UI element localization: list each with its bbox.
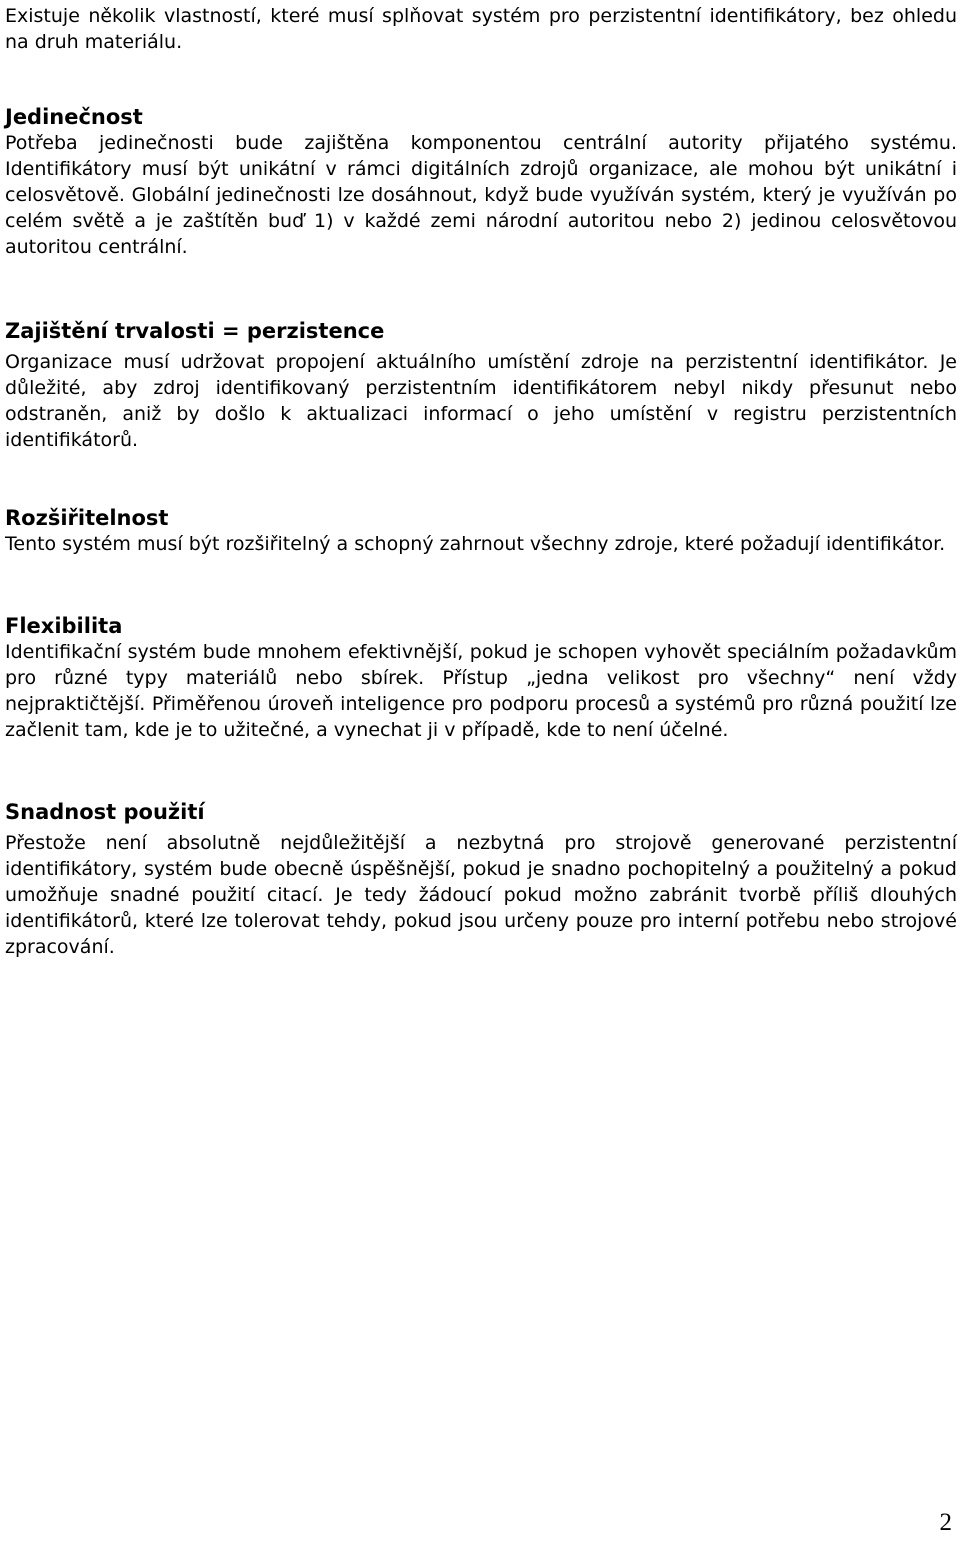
heading-ease-of-use: Snadnost použití — [5, 800, 205, 824]
heading-extensibility: Rozšiřitelnost — [5, 506, 169, 530]
heading-flexibility: Flexibilita — [5, 614, 123, 638]
paragraph-flexibility: Identifikační systém bude mnohem efektivnější, pokud je schopen vyhovět speciálním požadavkům pro různé typy materiálů nebo sbírek. Přístup „jedna velikost pro všechny“ není vždy nejpraktičtější. Přiměřenou úroveň inteligence pro podporu procesů a systémů pro různá použití lze začlenit tam, kde je to užitečné, a vynechat ji v případě, kde to není účelné. — [5, 641, 957, 741]
paragraph-uniqueness: Potřeba jedinečnosti bude zajištěna komponentou centrální autority přijatého systému. Identifikátory musí být unikátní v rámci digitálních zdrojů organizace, ale mohou být unikátní i celosvětově. Globální jedinečnosti lze dosáhnout, když bude využíván systém, který je využíván po celém světě a je zaštítěn buď 1) v každé zemi národní autoritou nebo 2) jedinou celosvětovou autoritou centrální. — [5, 132, 957, 258]
heading-uniqueness: Jedinečnost — [5, 105, 143, 129]
intro-paragraph: Existuje několik vlastností, které musí splňovat systém pro perzistentní identifikátory, bez ohledu na druh materiálu. — [5, 5, 957, 53]
paragraph-ease-of-use: Přestože není absolutně nejdůležitější a nezbytná pro strojově generované perzistentní identifikátory, systém bude obecně úspěšnější, pokud je snadno pochopitelný a použitelný a pokud umožňuje snadné použití citací. Je tedy žádoucí pokud možno zabránit tvorbě příliš dlouhých identifikátorů, které lze tolerovat tehdy, pokud jsou určeny pouze pro interní potřebu nebo strojové zpracování. — [5, 832, 957, 958]
paragraph-persistence: Organizace musí udržovat propojení aktuálního umístění zdroje na perzistentní identifikátor. Je důležité, aby zdroj identifikovaný perzistentním identifikátorem nebyl nikdy přesunut nebo odstraněn, aniž by došlo k aktualizaci informací o jeho umístění v registru perzistentních identifikátorů. — [5, 351, 957, 451]
page-number: 2 — [939, 1509, 952, 1536]
heading-persistence: Zajištění trvalosti = perzistence — [5, 319, 385, 343]
paragraph-extensibility: Tento systém musí být rozšiřitelný a schopný zahrnout všechny zdroje, které požadují identifikátor. — [5, 533, 946, 555]
